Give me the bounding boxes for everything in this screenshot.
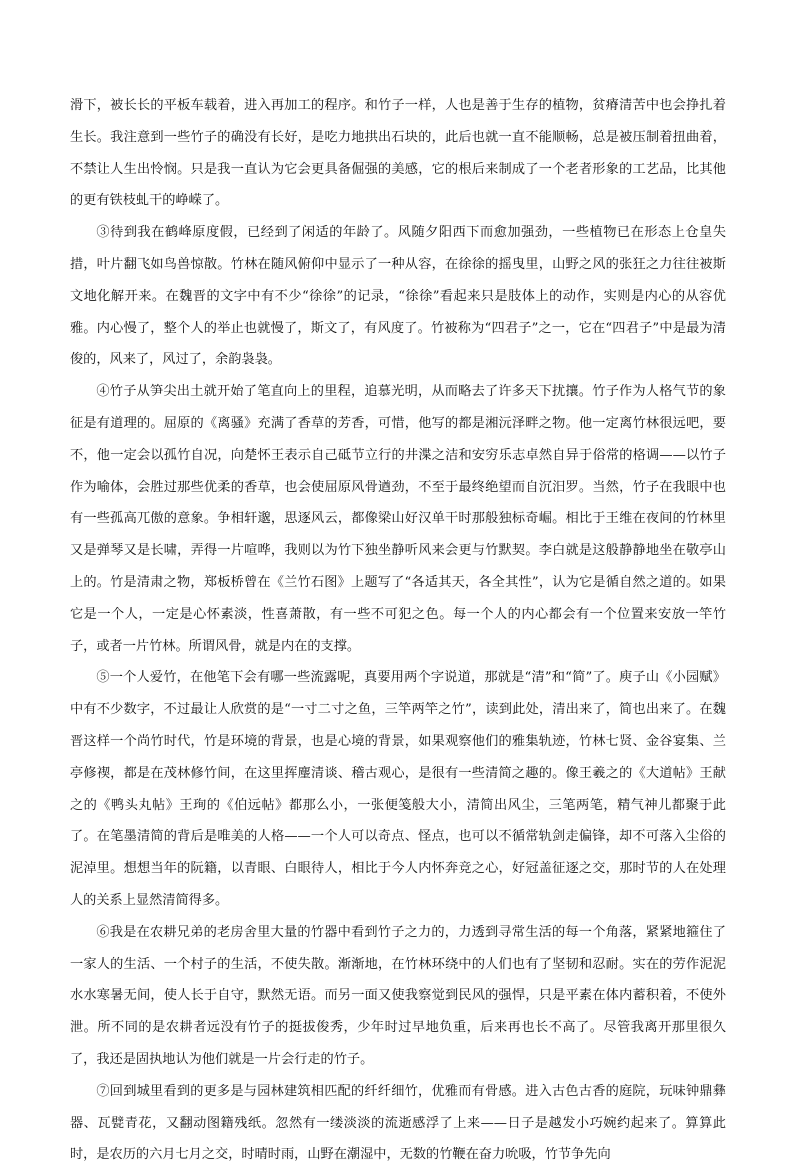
paragraph-2-continued: 滑下，被长长的平板车载着，进入再加工的程序。和竹子一样，人也是善于生存的植物，贫瘠清苦中也会挣扎着生长。我注意到一些竹子的确没有长好，是吃力地拱出石块的，此后也就一直不能顺畅，总是被压制着扭曲着，不禁让人生出怜悯。只是我一直认为它会更具备倔强的美感，它的根后来制成了一个老者形象的工艺品，比其他的更有铁枝虬干的峥嵘了。 <box>70 98 726 209</box>
paragraph-6: ⑥我是在农耕兄弟的老房舍里大量的竹器中看到竹子之力的，力透到寻常生活的每一个角落，紧紧地箍住了一家人的生活、一个村子的生活，不使失散。渐渐地，在竹林环绕中的人们也有了坚韧和忍耐。实在的劳作泥泥水水寒暑无间，使人长于自守，默然无语。而另一面又使我察觉到民风的强悍，只是平素在体内蓄积着，不使外泄。所不同的是农耕者远没有竹子的挺拔俊秀，少年时过早地负重，后来再也长不高了。尽管我离开那里很久了，我还是固执地认为他们就是一片会行走的竹子。 <box>70 924 726 1067</box>
paragraph-3: ③待到我在鹤峰原度假，已经到了闲适的年龄了。风随夕阳西下而愈加强劲，一些植物已在形态上仓皇失措，叶片翻飞如鸟兽惊散。竹林在随风俯仰中显示了一种从容，在徐徐的摇曳里，山野之风的张狂之力往往被斯文地化解开来。在魏晋的文字中有不少“徐徐”的记录，“徐徐”看起来只是肢体上的动作，实则是内心的从容优雅。内心慢了，整个人的举止也就慢了，斯文了，有风度了。竹被称为“四君子”之一，它在“四君子”中是最为清俊的，风来了，风过了，余韵袅袅。 <box>70 225 726 368</box>
document-page <box>70 90 726 1171</box>
paragraph-5: ⑤一个人爱竹，在他笔下会有哪一些流露呢，真要用两个字说道，那就是“清”和“简”了。庾子山《小园赋》中有不少数字，不过最让人欣赏的是“一寸二寸之鱼，三竿两竿之竹”，读到此处，清出来了，简也出来了。在魏晋这样一个尚竹时代，竹是环境的背景，也是心境的背景，如果观察他们的雅集轨迹，竹林七贤、金谷宴集、兰亭修禊，都是在茂林修竹间，在这里挥麈清谈、稽古观心，是很有一些清简之趣的。像王羲之的《大道帖》王献之的《鸭头丸帖》王珣的《伯远帖》都那么小，一张便笺般大小，清简出风尘，三笔两笔，精气神儿都聚于此了。在笔墨清简的背后是唯美的人格——一个人可以奇点、怪点，也可以不循常轨剑走偏锋，却不可落入尘俗的泥淖里。想想当年的阮籍，以青眼、白眼待人，相比于今人内怀奔竞之心，好冠盖征逐之交，那时节的人在处理人的关系上显然清简得多。 <box>70 670 726 908</box>
paragraph-4: ④竹子从笋尖出土就开始了笔直向上的里程，追慕光明，从而略去了许多天下扰攘。竹子作为人格气节的象征是有道理的。屈原的《离骚》充满了香草的芳香，可惜，他写的都是湘沅泽畔之物。他一定离竹林很远吧，要不，他一定会以孤竹自况，向楚怀王表示自己砥节立行的井渫之洁和安穷乐志卓然自异于俗常的格调——以竹子作为喻体，会胜过那些优柔的香草，也会使屈原风骨遒劲，不至于最终绝望而自沉汨罗。当然，竹子在我眼中也有一些孤高兀傲的意象。争相轩邈，思逐风云，都像梁山好汉单干时那般独标奇崛。相比于王维在夜间的竹林里又是弹琴又是长啸，弄得一片喧哗，我则以为竹下独坐静听风来会更与竹默契。李白就是这般静静地坐在敬亭山上的。竹是清肃之物，郑板桥曾在《兰竹石图》上题写了“各适其天，各全其性”，认为它是循自然之道的。如果它是一个人，一定是心怀素淡，性喜萧散，有一些不可犯之色。每一个人的内心都会有一个位置来安放一竿竹子，或者一片竹林。所谓风骨，就是内在的支撑。 <box>70 384 726 654</box>
paragraph-7: ⑦回到城里看到的更多是与园林建筑相匹配的纤纤细竹，优雅而有骨感。进入古色古香的庭院，玩味钟鼎彝器、瓦甓青花，又翻动图籍残纸。忽然有一缕淡淡的流逝感浮了上来——日子是越发小巧婉约起来了。算算此时，是农历的六月七月之交，时晴时雨，山野在潮湿中，无数的竹鞭在奋力吮吸，竹节争先向 <box>70 1083 726 1163</box>
